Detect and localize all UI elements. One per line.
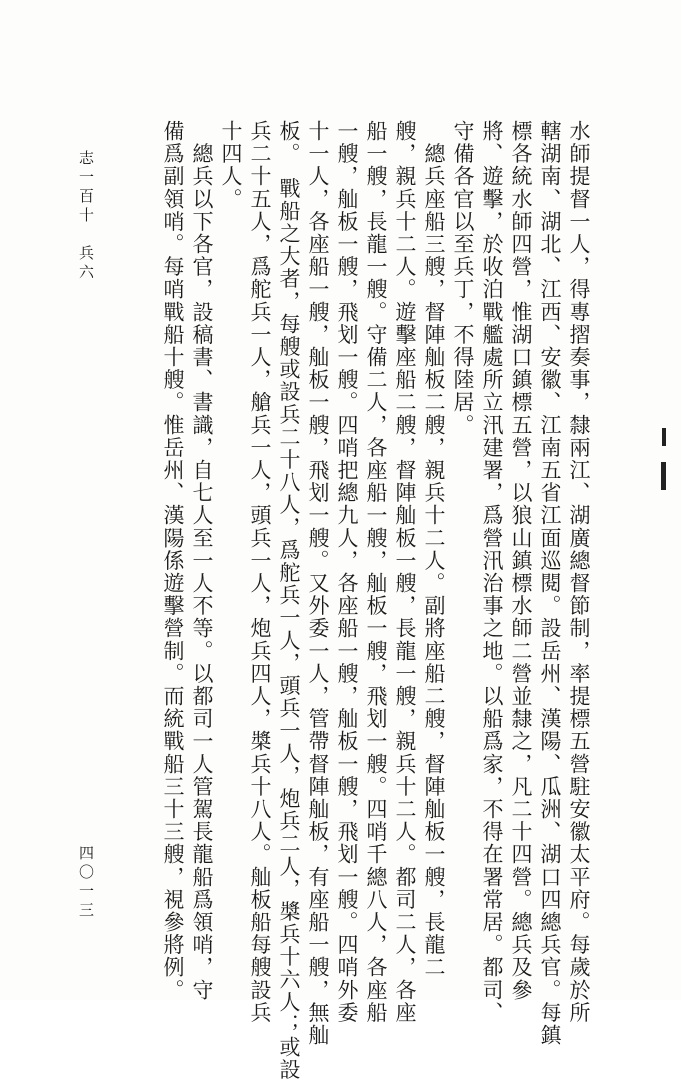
text-column-14: 總兵以下各官，設稿書、書識，自七人至一人不等。以都司一人管駕長龍船爲領哨，守 — [190, 120, 214, 1002]
text-column-5: 守備各官以至兵丁，不得陸居。 — [451, 120, 475, 437]
text-column-13: 十四人。 — [219, 120, 243, 211]
binding-mark — [661, 462, 666, 490]
text-column-4: 將、遊擊，於收泊戰艦處所立汛建署，爲營汛治事之地。以船爲家，不得在署常居。都司、 — [480, 120, 504, 1024]
text-column-6: 總兵座船三艘，督陣舢板二艘，親兵十二人。副將座船二艘，督陣舢板一艘，長龍二 — [422, 120, 446, 979]
text-column-3: 標各統水師四營，惟湖口鎮標五營，以狼山鎮標水師二營並隸之，凡二十四營。總兵及參 — [509, 120, 533, 1002]
text-column-9: 一艘，舢板一艘，飛划一艘。四哨把總九人，各座船一艘，舢板一艘，飛划一艘。四哨外委 — [335, 120, 359, 1024]
binding-mark — [662, 428, 666, 446]
text-column-11: 板。 戰船之大者，每艘或設兵二十八人，爲舵兵一人，頭兵一人，炮兵二人，槳兵十六人；或設 — [277, 120, 301, 1081]
page-number: 四〇一三 — [77, 845, 95, 921]
text-column-2: 轄湖南、湖北、江西、安徽、江南五省江面巡閱。設岳州、漢陽、瓜洲、湖口四總兵官。每鎮 — [538, 120, 562, 1047]
text-column-7: 艘，親兵十二人。遊擊座船二艘，督陣舢板一艘，長龍一艘，親兵十二人。都司二人，各座 — [393, 120, 417, 1024]
text-column-10: 十一人，各座船一艘，舢板一艘，飛划一艘。又外委一人，管帶督陣舢板，有座船一艘，無舢 — [306, 120, 330, 1047]
text-column-12: 兵二十五人，爲舵兵一人，艙兵一人，頭兵一人，炮兵四人，槳兵十八人。舢板船每艘設兵 — [248, 120, 272, 1024]
text-column-1: 水師提督一人，得專摺奏事，隸兩江、湖廣總督節制，率提標五營駐安徽太平府。每歲於所 — [567, 120, 591, 1024]
text-column-15: 備爲副領哨。每哨戰船十艘。惟岳州、漢陽係遊擊營制。而統戰船三十三艘，視參將例。 — [161, 120, 185, 1002]
text-column-8: 船一艘，長龍一艘。守備二人，各座船一艘，舢板一艘，飛划一艘。四哨千總八人，各座船 — [364, 120, 388, 1024]
chapter-label: 志一百十 兵六 — [77, 150, 95, 283]
